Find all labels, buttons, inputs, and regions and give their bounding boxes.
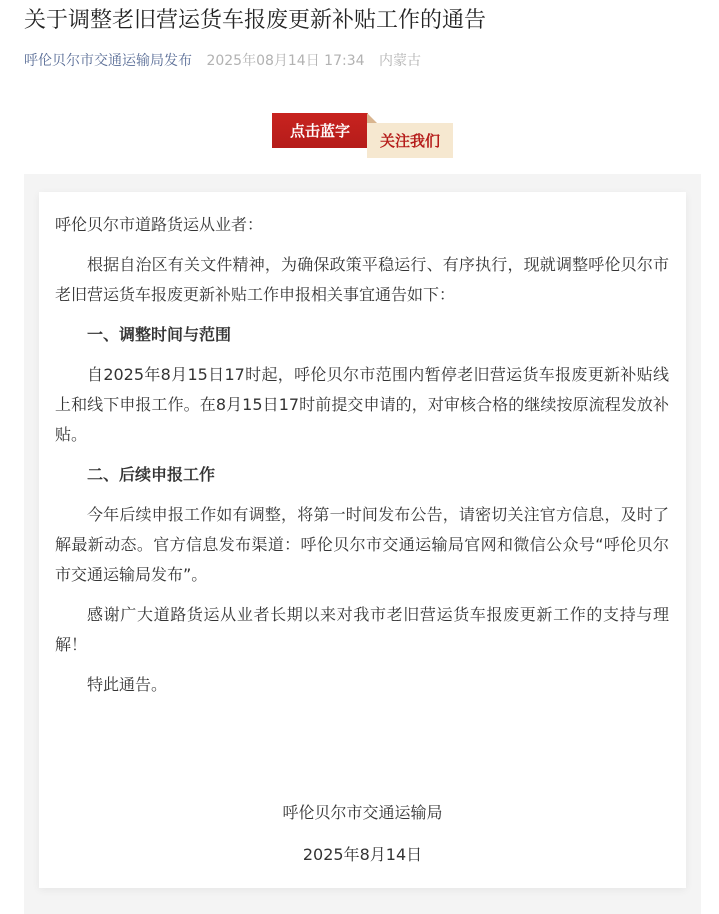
salutation: 呼伦贝尔市道路货运从业者：	[55, 215, 264, 234]
section-text-2: 今年后续申报工作如有调整，将第一时间发布公告，请密切关注官方信息，及时了解最新动态。官方信息发布渠道：呼伦贝尔市交通运输局官网和微信公众号“呼伦贝尔市交通运输局发布”。	[55, 505, 669, 584]
closing-paragraph: 特此通告。	[87, 675, 168, 694]
notice-content	[55, 210, 669, 710]
section-heading-1: 一、调整时间与范围	[87, 325, 232, 344]
follow-us-badge: 关注我们	[367, 123, 453, 158]
author-link[interactable]: 呼伦贝尔市交通运输局发布	[24, 53, 192, 69]
publish-location: 内蒙古	[378, 53, 421, 69]
article-meta	[24, 51, 421, 71]
thanks-paragraph: 感谢广大道路货运从业者长期以来对我市老旧营运货车报废更新工作的支持与理解！	[55, 605, 669, 654]
section-heading-2: 二、后续申报工作	[87, 465, 216, 484]
sign-date: 2025年8月14日	[302, 845, 423, 864]
notice-card	[39, 192, 686, 888]
intro-paragraph: 根据自治区有关文件精神，为确保政策平稳运行、有序执行，现就调整呼伦贝尔市老旧营运货车报废更新补贴工作申报相关事宜通告如下：	[55, 255, 669, 304]
badge-fold-decoration	[367, 113, 377, 123]
section-text-1: 自2025年8月15日17时起，呼伦贝尔市范围内暂停老旧营运货车报废更新补贴线上和线下申报工作。在8月15日17时前提交申请的，对审核合格的继续按原流程发放补贴。	[55, 365, 669, 444]
click-blue-text-badge: 点击蓝字	[272, 113, 368, 148]
article-title: 关于调整老旧营运货车报废更新补贴工作的通告	[24, 8, 487, 33]
publish-time: 2025年08月14日 17:34	[206, 53, 365, 69]
signature: 呼伦贝尔市交通运输局	[282, 803, 443, 822]
